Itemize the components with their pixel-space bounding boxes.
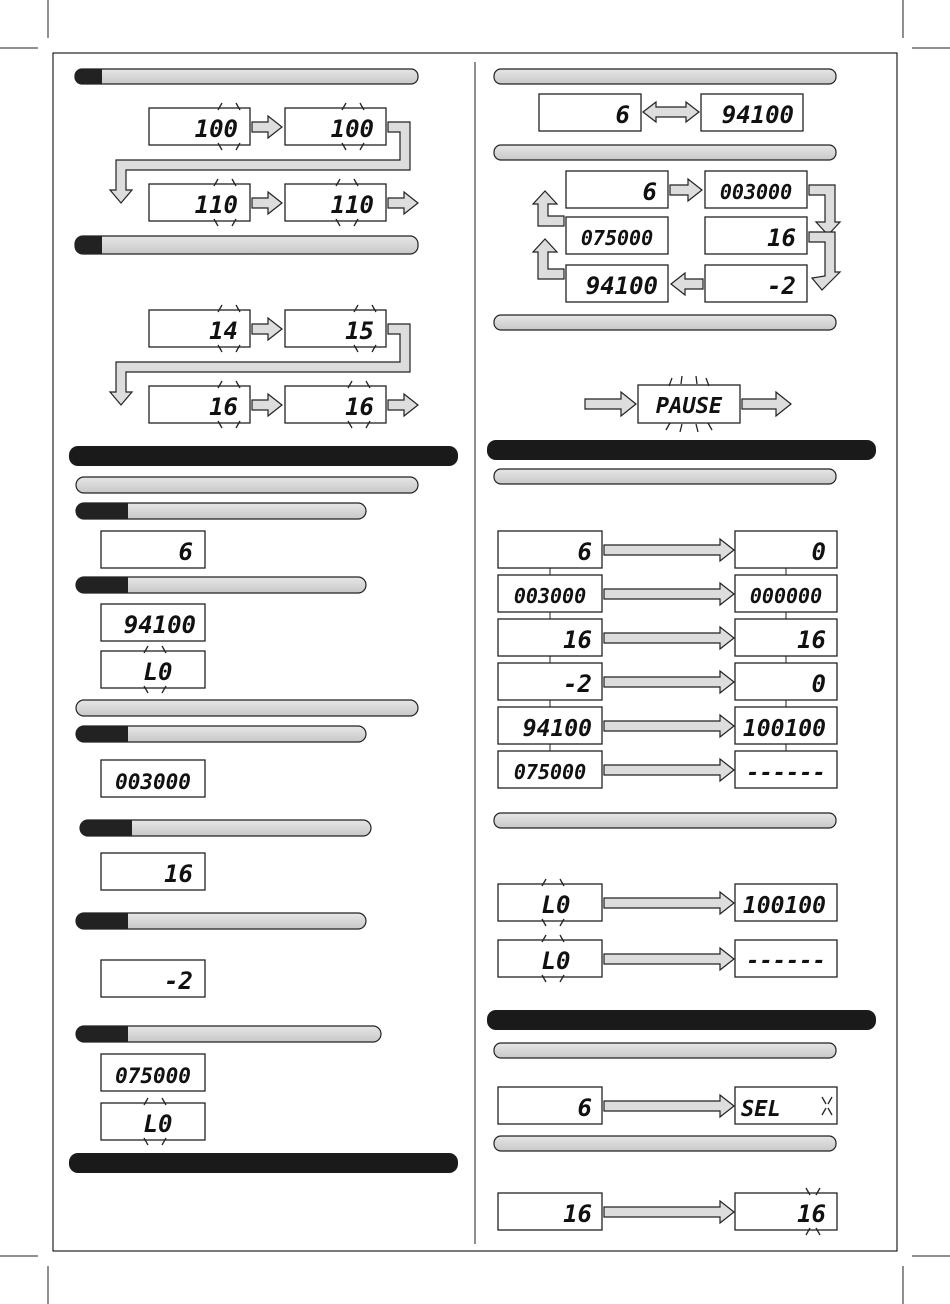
svg-text:6: 6: [615, 101, 630, 129]
svg-text:-2: -2: [767, 272, 796, 300]
item-header-bar: [76, 577, 366, 593]
svg-text:6: 6: [178, 538, 193, 566]
lcd-display: [539, 94, 641, 131]
item-header-bar: [76, 913, 366, 929]
svg-text:16: 16: [345, 393, 374, 421]
svg-text:0: 0: [811, 670, 826, 698]
section-header-bar: [75, 236, 418, 254]
lcd-display: [101, 960, 205, 997]
subsection-bar: [494, 813, 836, 828]
subsection-bar: [494, 69, 836, 84]
svg-text:16: 16: [767, 224, 796, 252]
subsection-bar: [76, 700, 418, 716]
reset-row: [498, 619, 837, 656]
subsection-bar: [494, 1136, 836, 1151]
main-section-bar: [487, 1010, 876, 1030]
lcd-display: [101, 760, 205, 797]
svg-text:L0: L0: [143, 658, 173, 686]
svg-text:110: 110: [330, 191, 374, 219]
lcd-display: [149, 184, 250, 221]
svg-text:000000: 000000: [749, 584, 823, 608]
lcd-display: [285, 108, 386, 145]
svg-text:L0: L0: [143, 1110, 173, 1138]
arrow-left-icon: [671, 273, 703, 295]
arrow-right-icon: [670, 179, 702, 201]
svg-text:L0: L0: [541, 947, 571, 975]
svg-text:14: 14: [209, 317, 238, 345]
svg-text:PAUSE: PAUSE: [655, 394, 723, 419]
lcd-display: [101, 1054, 205, 1091]
svg-text:L0: L0: [541, 891, 571, 919]
lcd-display: [101, 604, 205, 641]
svg-text:94100: 94100: [123, 611, 196, 639]
reset-row: [498, 707, 837, 744]
lcd-display: [285, 386, 386, 423]
reset-row: [498, 575, 837, 612]
subsection-bar: [76, 477, 418, 493]
low-row: [498, 940, 837, 977]
temperature-row: [498, 1188, 837, 1235]
section-header-bar: [75, 69, 418, 84]
svg-text:16: 16: [563, 1200, 592, 1228]
svg-text:15: 15: [345, 317, 374, 345]
subsection-bar: [494, 145, 836, 160]
subsection-bar: [494, 1043, 836, 1058]
svg-text:6: 6: [577, 538, 592, 566]
main-section-bar: [487, 440, 876, 460]
lcd-display: [149, 310, 250, 347]
svg-text:16: 16: [209, 393, 238, 421]
item-header-bar: [76, 503, 366, 519]
lcd-display: [285, 310, 386, 347]
svg-text:-2: -2: [563, 670, 592, 698]
svg-text:100100: 100100: [742, 716, 826, 742]
lcd-display: [566, 217, 668, 254]
svg-text:16: 16: [563, 626, 592, 654]
lcd-display: [101, 651, 205, 688]
lcd-display: [149, 386, 250, 423]
item-header-bar: [76, 726, 366, 742]
lcd-display: [705, 265, 807, 302]
lcd-display: [566, 265, 668, 302]
svg-text:6: 6: [577, 1094, 592, 1122]
item-header-bar: [76, 1026, 381, 1042]
lcd-display: [705, 171, 807, 208]
lcd-display: [705, 217, 807, 254]
main-section-bar: [69, 446, 458, 466]
svg-text:------: ------: [746, 949, 826, 974]
subsection-bar: [494, 469, 836, 484]
svg-text:-2: -2: [164, 967, 193, 995]
reset-row: [498, 751, 837, 788]
lcd-display: [101, 1103, 205, 1140]
svg-text:0: 0: [811, 538, 826, 566]
svg-text:6: 6: [642, 178, 657, 206]
svg-text:003000: 003000: [719, 180, 793, 204]
svg-text:003000: 003000: [115, 770, 191, 794]
reset-row: [498, 531, 837, 568]
lcd-display: [701, 94, 803, 131]
low-row: [498, 884, 837, 921]
svg-text:075000: 075000: [513, 760, 587, 784]
lcd-display: [149, 108, 250, 145]
svg-text:100: 100: [330, 115, 374, 143]
svg-text:110: 110: [194, 191, 238, 219]
item-header-bar: [80, 820, 371, 836]
svg-text:------: ------: [746, 761, 826, 786]
lcd-display: [638, 385, 740, 423]
main-section-bar: [69, 1153, 458, 1173]
select-row: [498, 1087, 837, 1124]
lcd-display: [566, 171, 668, 208]
svg-text:SEL: SEL: [741, 1097, 781, 1122]
reset-row: [498, 663, 837, 700]
svg-text:94100: 94100: [721, 101, 794, 129]
svg-text:100100: 100100: [742, 893, 826, 919]
subsection-bar: [494, 315, 836, 330]
svg-text:075000: 075000: [580, 226, 654, 250]
svg-text:94100: 94100: [522, 716, 592, 742]
svg-text:003000: 003000: [513, 584, 587, 608]
svg-text:075000: 075000: [115, 1064, 191, 1088]
lcd-display: [101, 853, 205, 890]
svg-text:16: 16: [797, 1200, 826, 1228]
svg-text:16: 16: [797, 626, 826, 654]
svg-text:100: 100: [194, 115, 238, 143]
lcd-display: [101, 531, 205, 568]
lcd-display: [285, 184, 386, 221]
svg-text:16: 16: [164, 860, 193, 888]
double-arrow-icon: [643, 102, 699, 122]
svg-text:94100: 94100: [585, 272, 658, 300]
